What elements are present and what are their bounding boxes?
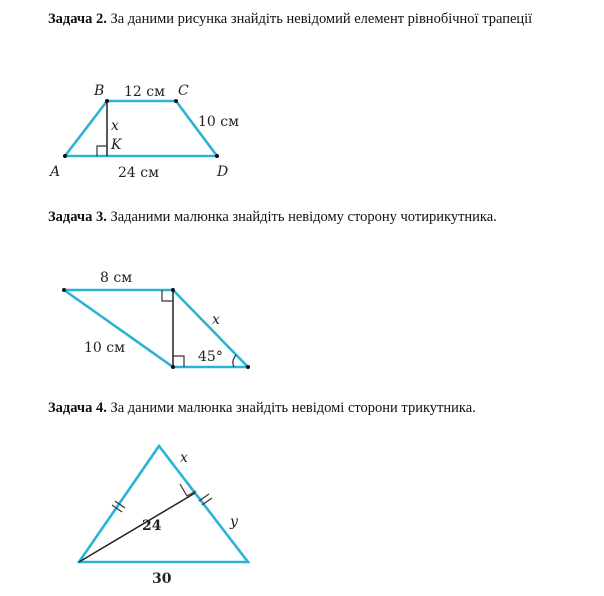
task-4-statement: За даними малюнка знайдіть невідомі сторони трикутника.: [106, 400, 476, 416]
right-angle-mark-k: [97, 146, 107, 156]
vertex-d: [215, 154, 219, 158]
task-4-text: [48, 398, 578, 418]
task-3-statement: Заданими малюнка знайдіть невідому сторону чотирикутника.: [106, 209, 497, 225]
task-2-number: Задача 2.: [48, 11, 107, 27]
vertex-c: [174, 99, 178, 103]
task-3-text: [48, 207, 578, 227]
label-ad-length: 24 см: [118, 165, 159, 181]
triangle-outline: [79, 446, 248, 562]
right-angle-mark-bottom: [173, 356, 184, 367]
label-x-side: x: [212, 312, 220, 328]
label-y-segment: y: [230, 514, 238, 530]
right-angle-mark-top: [162, 290, 173, 301]
label-b: B: [94, 83, 105, 99]
label-height-length: 24: [142, 518, 162, 534]
quad-vertex-2: [171, 288, 175, 292]
label-bc-length: 12 см: [124, 84, 165, 100]
vertex-b: [105, 99, 109, 103]
label-cd-length: 10 см: [198, 114, 239, 130]
quad-vertex-4: [246, 365, 250, 369]
task-4-number: Задача 4.: [48, 400, 107, 416]
label-d: D: [217, 164, 229, 180]
tick-mark-right-2: [202, 498, 212, 505]
label-a: A: [50, 164, 61, 180]
vertex-a: [63, 154, 67, 158]
task-3-number: Задача 3.: [48, 209, 107, 225]
quad-vertex-3: [171, 365, 175, 369]
trapezoid-outline: [65, 101, 217, 156]
tick-mark-right-1: [199, 494, 209, 501]
trapezoid-figure: [48, 83, 239, 181]
label-angle: 45°: [198, 349, 223, 365]
label-k: K: [111, 137, 122, 153]
quadrilateral-figure: [62, 270, 250, 369]
label-x-height: x: [111, 118, 119, 134]
triangle-height: [79, 493, 195, 562]
angle-arc-45: [233, 355, 236, 367]
task-2-statement: За даними рисунка знайдіть невідомий елемент рівнобічної трапеції: [106, 11, 533, 27]
label-base-length: 30: [152, 571, 172, 587]
quad-vertex-1: [62, 288, 66, 292]
label-c: C: [178, 83, 189, 99]
label-diagonal-length: 10 см: [84, 340, 125, 356]
triangle-figure: [79, 446, 248, 587]
label-x-segment: x: [180, 450, 188, 466]
label-top-length: 8 см: [100, 270, 133, 286]
